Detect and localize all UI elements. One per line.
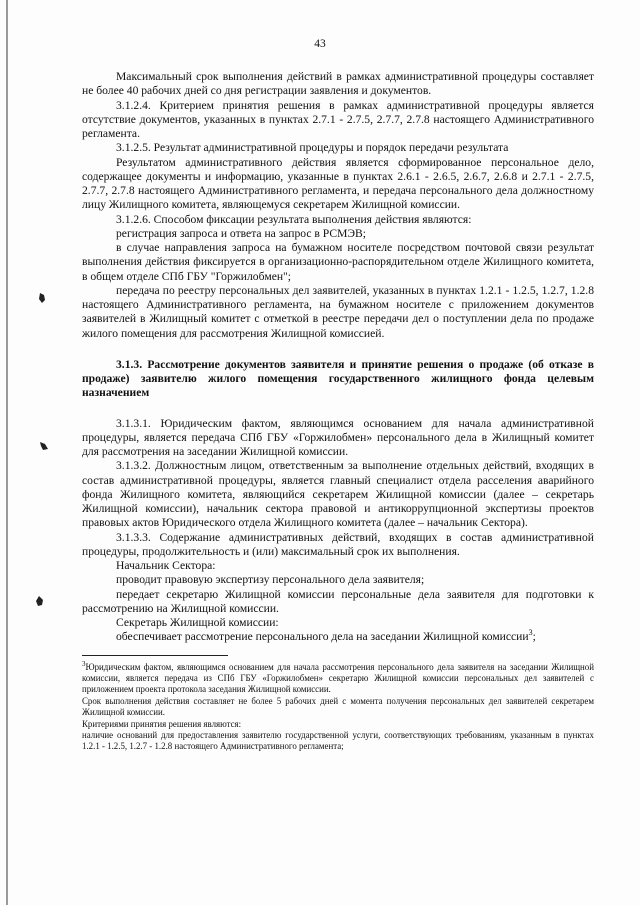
footnote-reference: 3 (528, 628, 533, 638)
paragraph: в случае направления запроса на бумажном носителе посредством почтовой связи результат выполнения действия фиксируется в организационно-распорядительном отделе Жилищного комитета, в общем отделе СПб ГБУ "Горжилобмен"; (82, 241, 594, 283)
footnote-text: Юридическим фактом, являющимся основанием для начала рассмотрения персонального дела заявителя на заседании Жилищной комиссии, является передача из СПб ГБУ «Горжилобмен» секретарю Жилищной комиссии персональных дел заявителей с приложением проекта протокола заседания Жилищной комиссии. (82, 661, 594, 695)
footnote-marker: 3 (82, 659, 86, 668)
footnotes (82, 659, 594, 753)
paragraph-end: ; (532, 630, 536, 644)
paragraph: 3.1.3.1. Юридическим фактом, являющимся основанием для начала административной процедуры, является передача СПб ГБУ «Горжилобмен» персонального дела в Жилищный комитет для рассмотрения на заседании Жилищной комиссии. (82, 416, 594, 458)
footnote-separator (82, 655, 228, 656)
paragraph: Максимальный срок выполнения действий в рамках административной процедуры составляет не более 40 рабочих дней со дня регистрации заявления и документов. (82, 70, 594, 98)
footnote-item (82, 659, 594, 696)
paragraph-with-footnote (82, 630, 594, 644)
scan-mark-icon (36, 596, 44, 606)
footnote-item: Срок выполнения действия составляет не более 5 рабочих дней с момента получения персональных дел заявителей секретарем Жилищной комиссии. (82, 695, 594, 718)
scan-edge (6, 0, 8, 905)
paragraph: регистрация запроса и ответа на запрос в РСМЭВ; (116, 226, 367, 240)
document-body (82, 70, 594, 753)
page-number: 43 (314, 38, 326, 50)
paragraph-text: обеспечивает рассмотрение персонального дела на заседании Жилищной комиссии (116, 630, 529, 644)
section-heading: 3.1.3. Рассмотрение документов заявителя и принятие решения о продаже (об отказе в продаже) заявителю жилого помещения государственного жилищного фонда целевым назначением (82, 357, 594, 400)
paragraph: передает секретарю Жилищной комиссии персональные дела заявителя для подготовки к рассмотрению на Жилищной комиссии. (82, 587, 594, 615)
paragraph: передача по реестру персональных дел заявителей, указанных в пунктах 1.2.1 - 1.2.5, 1.2.7, 1.2.8 настоящего Административного регламента, на бумажном носителе с приложением документов заявителей в Жилищный комитет с отметкой в реестре передачи дел о поступлении дела по продаже жилого помещения для рассмотрения Жилищной комиссией. (82, 283, 594, 340)
paragraph: Начальник Сектора: (116, 559, 216, 572)
footnote-item: наличие оснований для предоставления заявителю государственной услуги, соответствующих требованиям, указанным в пунктах 1.2.1 - 1.2.5, 1.2.7 - 1.2.8 настоящего Административного регламента; (82, 729, 594, 752)
paragraph: 3.1.2.4. Критерием принятия решения в рамках административной процедуры является отсутствие документов, указанных в пунктах 2.7.1 - 2.7.5, 2.7.7, 2.7.8 настоящего Административного регламента. (82, 98, 594, 140)
paragraph: Секретарь Жилищной комиссии: (116, 616, 279, 629)
paragraph: 3.1.3.3. Содержание административных действий, входящих в состав административной процедуры, продолжительность и (или) максимальный срок их выполнения. (82, 530, 594, 558)
paragraph: 3.1.3.2. Должностным лицом, ответственным за выполнение отдельных действий, входящих в состав административной процедуры, является главный специалист отдела расселения аварийного фонда Жилищного комитета, являющийся секретарем Жилищной комиссии (далее – секретарь Жилищной комиссии), начальник сектора правовой и антикоррупционной экспертизы проектов правовых актов Юридического отдела Жилищного комитета (далее – начальник Сектора). (82, 459, 594, 530)
scan-mark-icon (40, 441, 48, 451)
paragraph: 3.1.2.5. Результат административной процедуры и порядок передачи результата (116, 141, 509, 155)
footnote-item: Критериями принятия решения являются: (82, 718, 242, 729)
paragraph: проводит правовую экспертизу персонального дела заявителя; (116, 573, 425, 587)
scan-mark-icon (38, 293, 46, 303)
paragraph: 3.1.2.6. Способом фиксации результата выполнения действия являются: (116, 212, 472, 226)
paragraph: Результатом административного действия является сформированное персональное дело, содержащее документы и информацию, указанные в пунктах 2.6.1 - 2.6.5, 2.6.7, 2.6.8 и 2.7.1 - 2.7.5, 2.7.7, 2.7.8 настоящего Административного регламента, и передача персонального дела должностному лицу Жилищного комитета, являющемуся секретарем Жилищной комиссии. (82, 155, 594, 212)
